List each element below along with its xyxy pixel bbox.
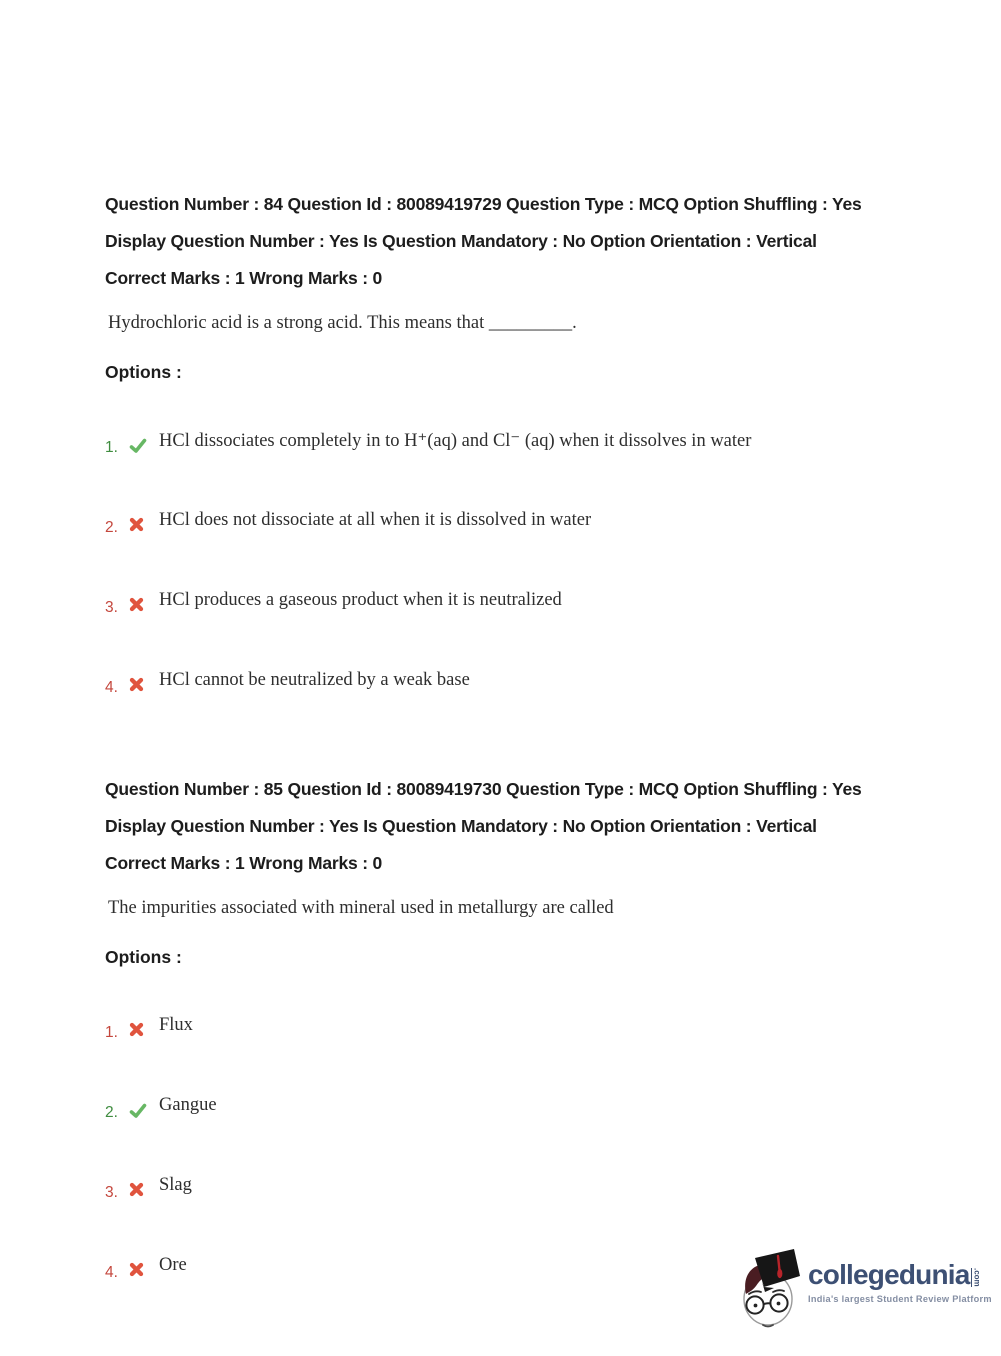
options-label: Options : (105, 947, 182, 967)
option-text: Ore (159, 1255, 187, 1275)
option-number: 2. (105, 519, 118, 536)
option-row (105, 670, 915, 703)
option-text: Gangue (159, 1095, 217, 1115)
check-icon (129, 437, 147, 455)
question-block-85 (105, 771, 915, 1288)
option-text: HCl produces a gaseous product when it is neutralized (159, 590, 562, 610)
check-icon (129, 1102, 147, 1120)
question-meta (105, 771, 915, 882)
option-text: Slag (159, 1175, 192, 1195)
collegedunia-logo (740, 1246, 992, 1337)
option-number: 1. (105, 439, 118, 456)
question-text: The impurities associated with mineral used in metallurgy are called (108, 898, 614, 918)
option-text: Flux (159, 1015, 193, 1035)
cross-icon (129, 517, 147, 535)
option-number: 4. (105, 679, 118, 696)
question-meta-line: Display Question Number : Yes Is Question Mandatory : No Option Orientation : Vertical (105, 231, 817, 251)
question-meta (105, 186, 915, 297)
cross-icon (129, 1022, 147, 1040)
logo-text (808, 1260, 992, 1304)
option-row (105, 590, 915, 623)
option-number: 2. (105, 1104, 118, 1121)
option-number: 1. (105, 1024, 118, 1041)
option-number: 3. (105, 1184, 118, 1201)
option-row (105, 510, 915, 543)
collegedunia-mascot-icon (740, 1246, 802, 1337)
option-row (105, 1015, 915, 1048)
cross-icon (129, 597, 147, 615)
question-meta-line: Display Question Number : Yes Is Question Mandatory : No Option Orientation : Vertical (105, 816, 817, 836)
cross-icon (129, 1182, 147, 1200)
cross-icon (129, 1262, 147, 1280)
question-meta-line: Question Number : 85 Question Id : 80089419730 Question Type : MCQ Option Shuffling : Yes (105, 779, 862, 799)
option-text: HCl cannot be neutralized by a weak base (159, 670, 470, 690)
options-label: Options : (105, 362, 182, 382)
logo-tld: .com (972, 1268, 982, 1287)
option-number: 4. (105, 1264, 118, 1281)
option-row (105, 430, 915, 463)
question-meta-line: Correct Marks : 1 Wrong Marks : 0 (105, 268, 383, 288)
option-row (105, 1095, 915, 1128)
question-block-84 (105, 186, 915, 703)
cross-icon (129, 677, 147, 695)
question-meta-line: Correct Marks : 1 Wrong Marks : 0 (105, 853, 383, 873)
option-text: HCl does not dissociate at all when it is dissolved in water (159, 510, 592, 530)
option-text: HCl dissociates completely in to H⁺(aq) and Cl⁻ (aq) when it dissolves in water (159, 431, 752, 451)
question-text: Hydrochloric acid is a strong acid. This means that _________. (108, 313, 577, 333)
question-meta-line: Question Number : 84 Question Id : 80089419729 Question Type : MCQ Option Shuffling : Yes (105, 194, 862, 214)
logo-wordmark: collegedunia (808, 1259, 970, 1290)
option-row (105, 1175, 915, 1208)
option-number: 3. (105, 599, 118, 616)
logo-tagline: India's largest Student Review Platform (808, 1294, 992, 1304)
